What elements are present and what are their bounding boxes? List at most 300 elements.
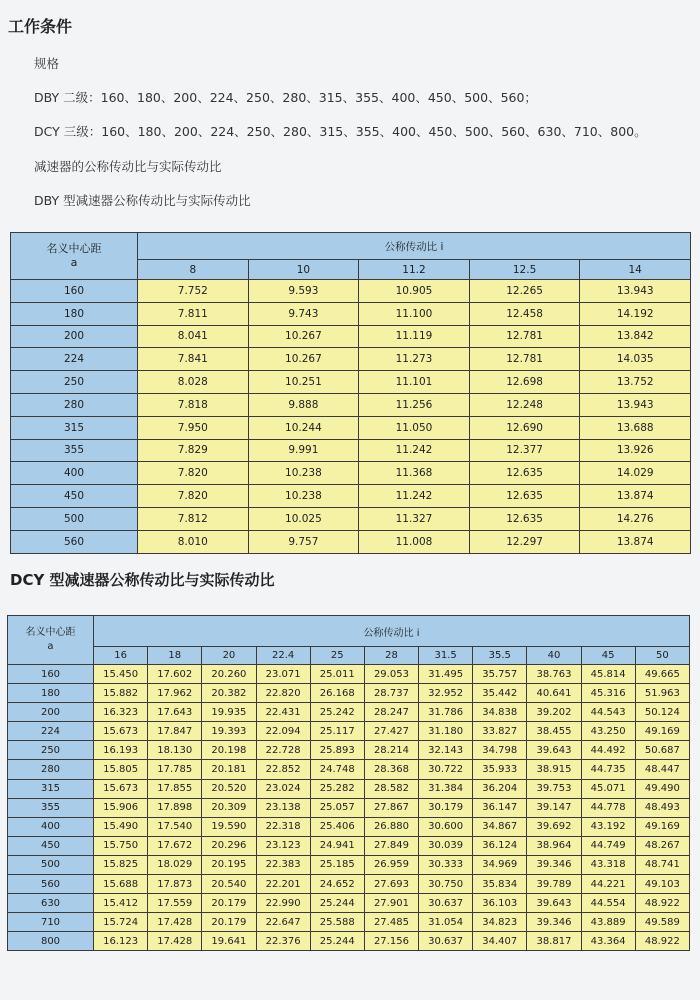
- table-cell: 44.778: [581, 798, 635, 817]
- table-cell: 10.244: [248, 416, 359, 439]
- table-cell: 20.382: [202, 684, 256, 703]
- table-cell: 11.327: [359, 507, 470, 530]
- table-cell: 11.273: [359, 348, 470, 371]
- column-header: 8: [138, 260, 249, 280]
- table-cell: 12.781: [469, 325, 580, 348]
- row-header: 450: [11, 485, 138, 508]
- table-cell: 13.874: [580, 485, 691, 508]
- spec-label: 规格: [34, 56, 60, 71]
- table-cell: 20.260: [202, 665, 256, 684]
- table-cell: 19.590: [202, 817, 256, 836]
- table-cell: 49.169: [635, 722, 689, 741]
- table-cell: 10.267: [248, 348, 359, 371]
- table-cell: 45.071: [581, 779, 635, 798]
- row-header: 560: [8, 875, 94, 894]
- table-cell: 22.318: [256, 817, 310, 836]
- table-cell: 7.812: [138, 507, 249, 530]
- corner-header: [11, 233, 138, 280]
- table-cell: 10.025: [248, 507, 359, 530]
- table-cell: 48.267: [635, 836, 689, 855]
- table-cell: 38.915: [527, 760, 581, 779]
- table-cell: 20.195: [202, 855, 256, 874]
- table-cell: 17.847: [148, 722, 202, 741]
- table-cell: 39.147: [527, 798, 581, 817]
- table-cell: 15.724: [94, 913, 148, 932]
- table-cell: 34.407: [473, 932, 527, 951]
- table-cell: 7.950: [138, 416, 249, 439]
- table-row: [11, 462, 691, 485]
- table-row: [11, 507, 691, 530]
- ratio-intro-line: 减速器的公称传动比与实际传动比: [34, 159, 222, 174]
- table-cell: 20.309: [202, 798, 256, 817]
- table-cell: 50.687: [635, 741, 689, 760]
- table-cell: 49.490: [635, 779, 689, 798]
- table-cell: 31.786: [419, 703, 473, 722]
- table-row: [8, 760, 690, 779]
- table-cell: 19.641: [202, 932, 256, 951]
- table-cell: 25.011: [310, 665, 364, 684]
- table-row: [11, 416, 691, 439]
- column-header: 18: [148, 647, 202, 665]
- table-cell: 14.035: [580, 348, 691, 371]
- table-cell: 44.749: [581, 836, 635, 855]
- table-row: [8, 836, 690, 855]
- table-cell: 22.376: [256, 932, 310, 951]
- table-cell: 22.647: [256, 913, 310, 932]
- table-cell: 17.873: [148, 875, 202, 894]
- table-cell: 27.867: [364, 798, 418, 817]
- column-header: 20: [202, 647, 256, 665]
- table-cell: 15.882: [94, 684, 148, 703]
- dcy-table-caption: DCY 型减速器公称传动比与实际传动比: [10, 571, 275, 589]
- table-cell: 15.825: [94, 855, 148, 874]
- table-row: [11, 325, 691, 348]
- table-cell: 18.130: [148, 741, 202, 760]
- table-row: [11, 393, 691, 416]
- table-cell: 20.179: [202, 894, 256, 913]
- column-header: 31.5: [419, 647, 473, 665]
- table-cell: 25.057: [310, 798, 364, 817]
- table-cell: 17.962: [148, 684, 202, 703]
- table-cell: 12.698: [469, 371, 580, 394]
- table-cell: 30.333: [419, 855, 473, 874]
- row-header: 250: [8, 741, 94, 760]
- column-header: 45: [581, 647, 635, 665]
- table-cell: 15.805: [94, 760, 148, 779]
- table-cell: 36.124: [473, 836, 527, 855]
- table-cell: 11.242: [359, 439, 470, 462]
- table-cell: 39.753: [527, 779, 581, 798]
- table-cell: 17.785: [148, 760, 202, 779]
- row-header: 500: [8, 855, 94, 874]
- table-cell: 25.893: [310, 741, 364, 760]
- table-cell: 36.204: [473, 779, 527, 798]
- table-cell: 38.455: [527, 722, 581, 741]
- table-cell: 16.193: [94, 741, 148, 760]
- table-cell: 30.722: [419, 760, 473, 779]
- table-cell: 12.690: [469, 416, 580, 439]
- table-cell: 30.750: [419, 875, 473, 894]
- table-row: [8, 894, 690, 913]
- table-cell: 7.820: [138, 462, 249, 485]
- table-cell: 30.039: [419, 836, 473, 855]
- table-cell: 38.964: [527, 836, 581, 855]
- table-cell: 40.641: [527, 684, 581, 703]
- row-header: 224: [8, 722, 94, 741]
- table-cell: 23.123: [256, 836, 310, 855]
- dby-spec-line: DBY 二级：160、180、200、224、250、280、315、355、400、450、500、560；: [34, 90, 537, 105]
- table-cell: 32.952: [419, 684, 473, 703]
- table-cell: 16.123: [94, 932, 148, 951]
- table-cell: 13.926: [580, 439, 691, 462]
- table-cell: 17.643: [148, 703, 202, 722]
- table-cell: 51.963: [635, 684, 689, 703]
- table-cell: 22.852: [256, 760, 310, 779]
- table-cell: 17.898: [148, 798, 202, 817]
- table-cell: 11.100: [359, 302, 470, 325]
- table-cell: 24.941: [310, 836, 364, 855]
- column-header: 28: [364, 647, 418, 665]
- row-header: 355: [8, 798, 94, 817]
- table-cell: 49.665: [635, 665, 689, 684]
- table-cell: 7.818: [138, 393, 249, 416]
- table-cell: 25.242: [310, 703, 364, 722]
- table-cell: 35.933: [473, 760, 527, 779]
- table-cell: 15.906: [94, 798, 148, 817]
- column-header: 35.5: [473, 647, 527, 665]
- table-cell: 28.737: [364, 684, 418, 703]
- corner-header-bottom: a: [47, 641, 54, 652]
- table-row: [8, 817, 690, 836]
- table-row: [8, 779, 690, 798]
- table-cell: 28.214: [364, 741, 418, 760]
- table-cell: 26.880: [364, 817, 418, 836]
- table-cell: 15.673: [94, 779, 148, 798]
- table-cell: 19.393: [202, 722, 256, 741]
- table-cell: 20.540: [202, 875, 256, 894]
- table-cell: 48.447: [635, 760, 689, 779]
- table-cell: 14.276: [580, 507, 691, 530]
- table-cell: 12.635: [469, 507, 580, 530]
- table-row: [11, 530, 691, 553]
- row-header: 450: [8, 836, 94, 855]
- table-row: [8, 798, 690, 817]
- table-cell: 17.855: [148, 779, 202, 798]
- table-cell: 50.124: [635, 703, 689, 722]
- table-cell: 26.168: [310, 684, 364, 703]
- table-cell: 48.922: [635, 932, 689, 951]
- table-cell: 22.383: [256, 855, 310, 874]
- table-cell: 11.101: [359, 371, 470, 394]
- table-cell: 38.817: [527, 932, 581, 951]
- table-row: [8, 913, 690, 932]
- dcy-ratio-table: [7, 615, 690, 951]
- row-header: 200: [8, 703, 94, 722]
- table-cell: 12.248: [469, 393, 580, 416]
- table-cell: 32.143: [419, 741, 473, 760]
- row-header: 400: [11, 462, 138, 485]
- table-cell: 44.221: [581, 875, 635, 894]
- table-cell: 9.743: [248, 302, 359, 325]
- table-cell: 25.406: [310, 817, 364, 836]
- table-cell: 11.119: [359, 325, 470, 348]
- table-cell: 9.888: [248, 393, 359, 416]
- table-cell: 12.635: [469, 485, 580, 508]
- table-cell: 12.297: [469, 530, 580, 553]
- column-header: 10: [248, 260, 359, 280]
- table-cell: 35.757: [473, 665, 527, 684]
- table-cell: 25.117: [310, 722, 364, 741]
- table-row: [11, 302, 691, 325]
- table-cell: 48.493: [635, 798, 689, 817]
- table-cell: 39.346: [527, 855, 581, 874]
- table-cell: 12.781: [469, 348, 580, 371]
- table-cell: 27.485: [364, 913, 418, 932]
- table-cell: 25.185: [310, 855, 364, 874]
- table-cell: 39.789: [527, 875, 581, 894]
- table-cell: 11.256: [359, 393, 470, 416]
- row-header: 400: [8, 817, 94, 836]
- table-cell: 15.490: [94, 817, 148, 836]
- table-cell: 29.053: [364, 665, 418, 684]
- row-header: 160: [8, 665, 94, 684]
- group-header: 公称传动比 i: [138, 233, 691, 260]
- table-cell: 31.495: [419, 665, 473, 684]
- table-cell: 48.922: [635, 894, 689, 913]
- table-cell: 36.147: [473, 798, 527, 817]
- table-row: [8, 855, 690, 874]
- row-header: 315: [11, 416, 138, 439]
- table-cell: 49.589: [635, 913, 689, 932]
- table-cell: 17.540: [148, 817, 202, 836]
- dcy-spec-line: DCY 三级：160、180、200、224、250、280、315、355、400、450、500、560、630、710、800。: [34, 124, 647, 139]
- table-row: [11, 485, 691, 508]
- table-cell: 34.969: [473, 855, 527, 874]
- table-cell: 22.201: [256, 875, 310, 894]
- table-cell: 9.757: [248, 530, 359, 553]
- table-cell: 20.198: [202, 741, 256, 760]
- table-cell: 44.735: [581, 760, 635, 779]
- column-header: 50: [635, 647, 689, 665]
- table-cell: 39.643: [527, 894, 581, 913]
- table-cell: 20.181: [202, 760, 256, 779]
- table-cell: 10.267: [248, 325, 359, 348]
- table-cell: 34.838: [473, 703, 527, 722]
- table-cell: 39.692: [527, 817, 581, 836]
- table-cell: 28.582: [364, 779, 418, 798]
- table-cell: 23.024: [256, 779, 310, 798]
- table-cell: 12.635: [469, 462, 580, 485]
- table-cell: 18.029: [148, 855, 202, 874]
- table-cell: 35.834: [473, 875, 527, 894]
- table-cell: 15.412: [94, 894, 148, 913]
- table-cell: 25.244: [310, 894, 364, 913]
- column-header: 25: [310, 647, 364, 665]
- table-cell: 25.588: [310, 913, 364, 932]
- table-cell: 27.849: [364, 836, 418, 855]
- table-cell: 27.156: [364, 932, 418, 951]
- row-header: 355: [11, 439, 138, 462]
- table-cell: 12.458: [469, 302, 580, 325]
- table-cell: 9.593: [248, 280, 359, 303]
- corner-header-top: 名义中心距: [46, 242, 102, 255]
- table-cell: 23.071: [256, 665, 310, 684]
- table-cell: 49.169: [635, 817, 689, 836]
- table-cell: 10.238: [248, 462, 359, 485]
- table-cell: 13.752: [580, 371, 691, 394]
- table-cell: 7.811: [138, 302, 249, 325]
- table-cell: 15.450: [94, 665, 148, 684]
- table-row: [8, 741, 690, 760]
- table-row: [11, 348, 691, 371]
- table-cell: 31.384: [419, 779, 473, 798]
- row-header: 250: [11, 371, 138, 394]
- table-cell: 43.364: [581, 932, 635, 951]
- table-cell: 11.242: [359, 485, 470, 508]
- table-cell: 16.323: [94, 703, 148, 722]
- table-cell: 27.693: [364, 875, 418, 894]
- table-cell: 45.316: [581, 684, 635, 703]
- table-cell: 20.296: [202, 836, 256, 855]
- table-cell: 26.959: [364, 855, 418, 874]
- table-cell: 19.935: [202, 703, 256, 722]
- table-cell: 8.028: [138, 371, 249, 394]
- table-cell: 9.991: [248, 439, 359, 462]
- table-cell: 20.520: [202, 779, 256, 798]
- table-cell: 22.094: [256, 722, 310, 741]
- table-cell: 43.889: [581, 913, 635, 932]
- table-cell: 45.814: [581, 665, 635, 684]
- table-cell: 33.827: [473, 722, 527, 741]
- row-header: 500: [11, 507, 138, 530]
- table-cell: 13.842: [580, 325, 691, 348]
- table-cell: 31.180: [419, 722, 473, 741]
- corner-header-top: 名义中心距: [25, 627, 76, 638]
- table-cell: 11.008: [359, 530, 470, 553]
- table-row: [8, 875, 690, 894]
- table-cell: 49.103: [635, 875, 689, 894]
- table-cell: 44.492: [581, 741, 635, 760]
- table-cell: 34.823: [473, 913, 527, 932]
- table-row: [8, 684, 690, 703]
- table-cell: 22.431: [256, 703, 310, 722]
- table-cell: 17.559: [148, 894, 202, 913]
- table-cell: 22.990: [256, 894, 310, 913]
- table-row: [8, 722, 690, 741]
- row-header: 800: [8, 932, 94, 951]
- table-cell: 28.368: [364, 760, 418, 779]
- row-header: 280: [11, 393, 138, 416]
- table-cell: 7.820: [138, 485, 249, 508]
- row-header: 630: [8, 894, 94, 913]
- table-row: [11, 439, 691, 462]
- table-cell: 11.050: [359, 416, 470, 439]
- table-cell: 25.282: [310, 779, 364, 798]
- column-header: 11.2: [359, 260, 470, 280]
- table-cell: 20.179: [202, 913, 256, 932]
- table-cell: 25.244: [310, 932, 364, 951]
- table-cell: 15.750: [94, 836, 148, 855]
- page-heading: 工作条件: [8, 17, 73, 36]
- table-cell: 30.637: [419, 932, 473, 951]
- row-header: 224: [11, 348, 138, 371]
- table-row: [11, 371, 691, 394]
- group-header: 公称传动比 i: [94, 616, 690, 647]
- column-header: 14: [580, 260, 691, 280]
- table-cell: 17.672: [148, 836, 202, 855]
- table-cell: 24.748: [310, 760, 364, 779]
- column-header: 22.4: [256, 647, 310, 665]
- row-header: 560: [11, 530, 138, 553]
- column-header: 40: [527, 647, 581, 665]
- column-header: 16: [94, 647, 148, 665]
- table-cell: 44.554: [581, 894, 635, 913]
- table-cell: 27.901: [364, 894, 418, 913]
- row-header: 280: [8, 760, 94, 779]
- dby-ratio-table: [10, 232, 691, 554]
- table-cell: 13.874: [580, 530, 691, 553]
- table-cell: 11.368: [359, 462, 470, 485]
- table-cell: 7.829: [138, 439, 249, 462]
- table-cell: 15.673: [94, 722, 148, 741]
- row-header: 315: [8, 779, 94, 798]
- table-cell: 27.427: [364, 722, 418, 741]
- table-cell: 31.054: [419, 913, 473, 932]
- table-cell: 39.202: [527, 703, 581, 722]
- table-cell: 48.741: [635, 855, 689, 874]
- table-cell: 34.798: [473, 741, 527, 760]
- row-header: 180: [11, 302, 138, 325]
- table-cell: 23.138: [256, 798, 310, 817]
- table-cell: 13.943: [580, 280, 691, 303]
- row-header: 200: [11, 325, 138, 348]
- table-cell: 8.010: [138, 530, 249, 553]
- table-cell: 13.688: [580, 416, 691, 439]
- table-cell: 43.250: [581, 722, 635, 741]
- table-cell: 39.643: [527, 741, 581, 760]
- table-cell: 15.688: [94, 875, 148, 894]
- table-cell: 10.251: [248, 371, 359, 394]
- table-cell: 24.652: [310, 875, 364, 894]
- table-cell: 43.318: [581, 855, 635, 874]
- dby-table-caption: DBY 型减速器公称传动比与实际传动比: [34, 193, 251, 208]
- table-cell: 30.637: [419, 894, 473, 913]
- table-cell: 14.192: [580, 302, 691, 325]
- table-cell: 17.602: [148, 665, 202, 684]
- table-cell: 39.346: [527, 913, 581, 932]
- table-cell: 13.943: [580, 393, 691, 416]
- table-cell: 10.905: [359, 280, 470, 303]
- table-cell: 8.041: [138, 325, 249, 348]
- table-cell: 22.728: [256, 741, 310, 760]
- row-header: 160: [11, 280, 138, 303]
- table-cell: 30.600: [419, 817, 473, 836]
- table-cell: 17.428: [148, 913, 202, 932]
- row-header: 710: [8, 913, 94, 932]
- table-cell: 17.428: [148, 932, 202, 951]
- table-cell: 28.247: [364, 703, 418, 722]
- table-cell: 38.763: [527, 665, 581, 684]
- table-row: [8, 932, 690, 951]
- row-header: 180: [8, 684, 94, 703]
- table-cell: 43.192: [581, 817, 635, 836]
- table-cell: 12.265: [469, 280, 580, 303]
- table-row: [8, 665, 690, 684]
- table-cell: 12.377: [469, 439, 580, 462]
- table-cell: 10.238: [248, 485, 359, 508]
- column-header: 12.5: [469, 260, 580, 280]
- table-cell: 22.820: [256, 684, 310, 703]
